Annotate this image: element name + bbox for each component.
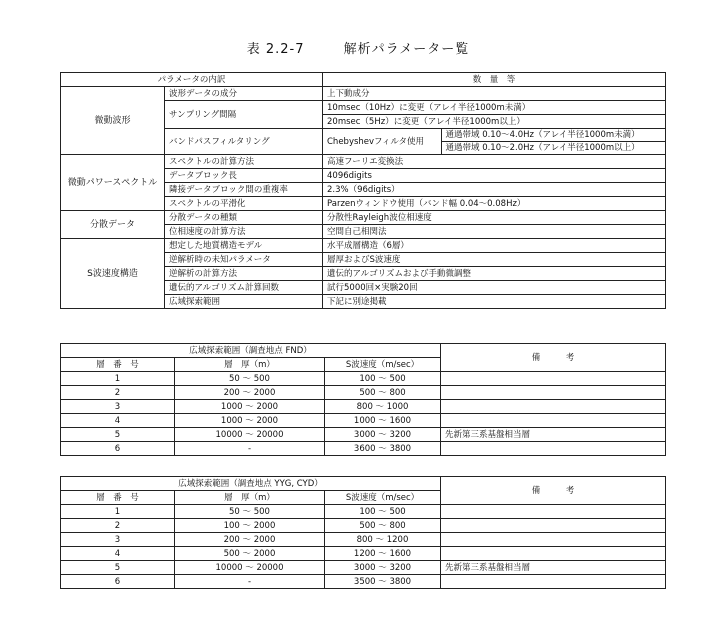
item-label: 逆解析時の未知パラメータ: [165, 253, 323, 267]
cell-remark: [441, 575, 666, 589]
cell-vs: 3000 ～ 3200: [325, 561, 441, 575]
cell-remark: [441, 533, 666, 547]
filter-cell: [323, 129, 666, 155]
item-subvalue: 通過帯域 0.10～2.0Hz（アレイ半径1000m以上）: [441, 142, 665, 155]
cell-thickness: 10000 ～ 20000: [175, 428, 325, 442]
search-range-table-yyg-cyd: [60, 476, 666, 589]
cell-thickness: 50 ～ 500: [175, 505, 325, 519]
group-label: S波速度構造: [61, 239, 165, 309]
cell-layer: 2: [61, 386, 175, 400]
item-value: 2.3%（96digits）: [323, 183, 666, 197]
cell-thickness: 10000 ～ 20000: [175, 561, 325, 575]
item-label: サンプリング間隔: [165, 101, 323, 129]
table-row: [61, 547, 666, 561]
cell-remark: [441, 442, 666, 456]
cell-layer: 6: [61, 575, 175, 589]
group-label: 微動波形: [61, 87, 165, 155]
table-row: [61, 519, 666, 533]
header-thickness: 層 厚（m）: [175, 358, 325, 372]
cell-remark: [441, 519, 666, 533]
cell-remark: [441, 372, 666, 386]
filter-subtable: [323, 129, 665, 154]
cell-vs: 100 ～ 500: [325, 505, 441, 519]
cell-layer: 4: [61, 547, 175, 561]
item-label: 波形データの成分: [165, 87, 323, 101]
item-label: データブロック長: [165, 169, 323, 183]
table-title: 解析パラメーター覧: [343, 42, 470, 57]
cell-thickness: 50 ～ 500: [175, 372, 325, 386]
cell-vs: 100 ～ 500: [325, 372, 441, 386]
cell-vs: 3000 ～ 3200: [325, 428, 441, 442]
cell-thickness: 100 ～ 2000: [175, 519, 325, 533]
item-label: スペクトルの平滑化: [165, 197, 323, 211]
header-vs: S波速度（m/sec）: [325, 491, 441, 505]
table-row: [61, 428, 666, 442]
table-row: [61, 400, 666, 414]
item-label: 分散データの種類: [165, 211, 323, 225]
table-row: [61, 533, 666, 547]
cell-vs: 500 ～ 800: [325, 386, 441, 400]
item-label: バンドパスフィルタリング: [165, 129, 323, 155]
header-remark: 備 考: [441, 477, 666, 505]
header-remark: 備 考: [441, 344, 666, 372]
cell-thickness: 200 ～ 2000: [175, 533, 325, 547]
item-label: 隣接データブロック間の重複率: [165, 183, 323, 197]
item-subvalue: 通過帯域 0.10～4.0Hz（アレイ半径1000m未満）: [441, 129, 665, 142]
cell-layer: 5: [61, 428, 175, 442]
table-row: [61, 561, 666, 575]
cell-vs: 3500 ～ 3800: [325, 575, 441, 589]
item-value: 上下動成分: [323, 87, 666, 101]
table-row: [61, 414, 666, 428]
item-label: 想定した地質構造モデル: [165, 239, 323, 253]
header-vs: S波速度（m/sec）: [325, 358, 441, 372]
cell-remark: [441, 386, 666, 400]
cell-thickness: 1000 ～ 2000: [175, 400, 325, 414]
item-label: スペクトルの計算方法: [165, 155, 323, 169]
item-value: 層厚およびS波速度: [323, 253, 666, 267]
cell-thickness: 200 ～ 2000: [175, 386, 325, 400]
cell-remark: [441, 400, 666, 414]
cell-remark: [441, 547, 666, 561]
header-layer: 層 番 号: [61, 358, 175, 372]
table-header-row: [61, 73, 666, 87]
cell-thickness: -: [175, 575, 325, 589]
cell-layer: 1: [61, 372, 175, 386]
cell-vs: 800 ～ 1000: [325, 400, 441, 414]
table-number: 表 2.2-7: [246, 42, 305, 57]
cell-layer: 2: [61, 519, 175, 533]
cell-vs: 500 ～ 800: [325, 519, 441, 533]
search-range-table-fnd: [60, 343, 666, 456]
item-label: 遺伝的アルゴリズム計算回数: [165, 281, 323, 295]
table-row: [61, 211, 666, 225]
item-value: 遺伝的アルゴリズムおよび手動微調整: [323, 267, 666, 281]
header-thickness: 層 厚（m）: [175, 491, 325, 505]
table-row: [61, 372, 666, 386]
item-value: 水平成層構造（6層）: [323, 239, 666, 253]
cell-layer: 6: [61, 442, 175, 456]
item-value: 20msec（5Hz）に変更（アレイ半径1000m以上）: [323, 115, 666, 129]
header-quantity: 数 量 等: [323, 73, 666, 87]
item-label: 逆解析の計算方法: [165, 267, 323, 281]
table-row: [61, 575, 666, 589]
cell-layer: 4: [61, 414, 175, 428]
cell-layer: 5: [61, 561, 175, 575]
group-label: 分散データ: [61, 211, 165, 239]
cell-vs: 800 ～ 1200: [325, 533, 441, 547]
cell-layer: 3: [61, 400, 175, 414]
item-label: 広域探索範囲: [165, 295, 323, 309]
page-title: [0, 38, 716, 57]
item-value: 下記に別途掲載: [323, 295, 666, 309]
item-value: 10msec（10Hz）に変更（アレイ半径1000m未満）: [323, 101, 666, 115]
table-title-row: [61, 477, 666, 491]
table-row: [61, 239, 666, 253]
item-label: 位相速度の計算方法: [165, 225, 323, 239]
cell-thickness: -: [175, 442, 325, 456]
cell-layer: 1: [61, 505, 175, 519]
cell-vs: 1000 ～ 1600: [325, 414, 441, 428]
item-value: Parzenウィンドウ使用（バンド幅 0.04～0.08Hz）: [323, 197, 666, 211]
table-title-row: [61, 344, 666, 358]
search-range-title: 広域探索範囲（調査地点 FND）: [61, 344, 441, 358]
cell-thickness: 500 ～ 2000: [175, 547, 325, 561]
table-row: [61, 155, 666, 169]
header-breakdown: パラメータの内訳: [61, 73, 323, 87]
item-value: 4096digits: [323, 169, 666, 183]
cell-layer: 3: [61, 533, 175, 547]
cell-vs: 3600 ～ 3800: [325, 442, 441, 456]
group-label: 微動パワースペクトル: [61, 155, 165, 211]
table-row: [61, 87, 666, 101]
item-value: 試行5000回×実験20回: [323, 281, 666, 295]
item-value: Chebyshevフィルタ使用: [327, 136, 425, 147]
cell-thickness: 1000 ～ 2000: [175, 414, 325, 428]
cell-remark: [441, 414, 666, 428]
table-row: [61, 386, 666, 400]
table-row: [61, 442, 666, 456]
header-layer: 層 番 号: [61, 491, 175, 505]
item-value: 分散性Rayleigh波位相速度: [323, 211, 666, 225]
parameter-table: [60, 72, 666, 309]
cell-remark: 先新第三系基盤相当層: [441, 428, 666, 442]
search-range-title: 広域探索範囲（調査地点 YYG, CYD）: [61, 477, 441, 491]
item-value: 高速フーリエ変換法: [323, 155, 666, 169]
table-row: [61, 505, 666, 519]
cell-remark: 先新第三系基盤相当層: [441, 561, 666, 575]
cell-remark: [441, 505, 666, 519]
item-value: 空間自己相関法: [323, 225, 666, 239]
cell-vs: 1200 ～ 1600: [325, 547, 441, 561]
